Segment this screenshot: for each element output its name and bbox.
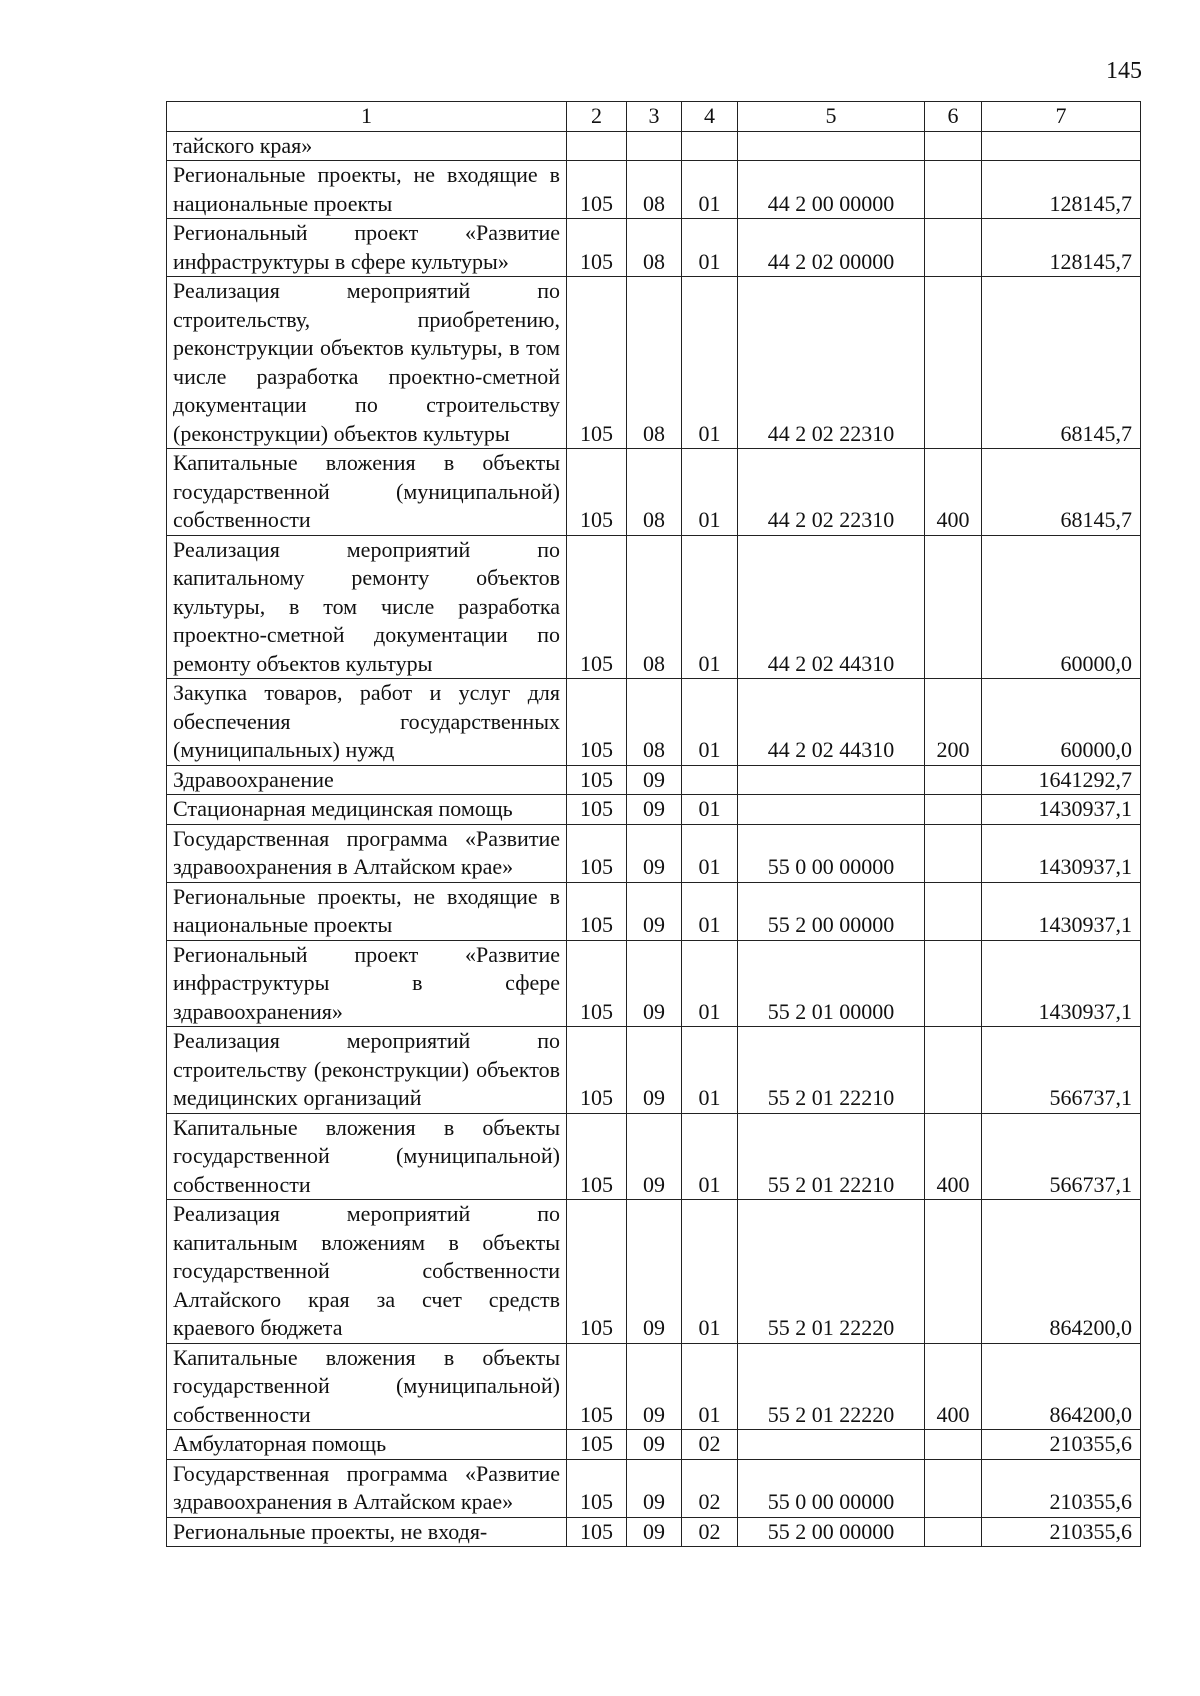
row-expense-type: 400 (925, 449, 982, 536)
row-amount: 210355,6 (982, 1430, 1141, 1460)
row-ministry-code: 105 (567, 940, 627, 1027)
row-description: Закупка товаров, работ и услуг для обеспечения государственных (муниципальных) нужд (167, 679, 567, 766)
row-expense-type (925, 1459, 982, 1517)
row-section-code: 09 (627, 765, 682, 795)
row-target-article: 44 2 02 22310 (738, 277, 925, 449)
table-row (167, 449, 1141, 536)
row-amount: 68145,7 (982, 449, 1141, 536)
row-target-article: 55 2 01 00000 (738, 940, 925, 1027)
row-amount: 864200,0 (982, 1343, 1141, 1430)
row-target-article: 55 2 01 22220 (738, 1200, 925, 1344)
table-row (167, 131, 1141, 161)
row-target-article: 44 2 02 22310 (738, 449, 925, 536)
row-subsection-code: 01 (682, 161, 738, 219)
row-ministry-code: 105 (567, 161, 627, 219)
row-target-article (738, 795, 925, 825)
row-description: Капитальные вложения в объекты государственной (муниципальной) собственности (167, 449, 567, 536)
table-row (167, 882, 1141, 940)
row-subsection-code: 01 (682, 1343, 738, 1430)
table-row (167, 277, 1141, 449)
table-header-row (167, 102, 1141, 132)
table-row (167, 161, 1141, 219)
row-section-code: 08 (627, 449, 682, 536)
row-description: Капитальные вложения в объекты государственной (муниципальной) собственности (167, 1113, 567, 1200)
row-ministry-code: 105 (567, 277, 627, 449)
row-ministry-code: 105 (567, 1517, 627, 1547)
row-description: Здравоохранение (167, 765, 567, 795)
row-description: тайского края» (167, 131, 567, 161)
row-expense-type (925, 131, 982, 161)
row-section-code: 09 (627, 824, 682, 882)
table-row (167, 1430, 1141, 1460)
row-description: Региональные проекты, не входящие в национальные проекты (167, 161, 567, 219)
row-amount: 128145,7 (982, 219, 1141, 277)
row-section-code: 08 (627, 679, 682, 766)
table-row (167, 1459, 1141, 1517)
row-amount: 864200,0 (982, 1200, 1141, 1344)
row-description: Государственная программа «Развитие здравоохранения в Алтайском крае» (167, 824, 567, 882)
row-target-article: 55 0 00 00000 (738, 824, 925, 882)
column-header: 1 (167, 102, 567, 132)
page-number: 145 (1106, 58, 1142, 84)
row-description: Региональные проекты, не входящие в национальные проекты (167, 882, 567, 940)
row-amount: 1430937,1 (982, 824, 1141, 882)
row-target-article: 55 2 01 22210 (738, 1113, 925, 1200)
row-subsection-code: 01 (682, 795, 738, 825)
table-row (167, 940, 1141, 1027)
row-expense-type (925, 824, 982, 882)
row-subsection-code (682, 131, 738, 161)
row-ministry-code: 105 (567, 882, 627, 940)
table-row (167, 795, 1141, 825)
row-amount: 1430937,1 (982, 882, 1141, 940)
row-ministry-code: 105 (567, 824, 627, 882)
row-expense-type: 400 (925, 1343, 982, 1430)
row-ministry-code: 105 (567, 535, 627, 679)
column-header: 3 (627, 102, 682, 132)
row-expense-type: 400 (925, 1113, 982, 1200)
row-section-code: 09 (627, 1343, 682, 1430)
row-ministry-code: 105 (567, 1430, 627, 1460)
row-target-article: 44 2 02 00000 (738, 219, 925, 277)
row-target-article: 44 2 02 44310 (738, 679, 925, 766)
row-expense-type (925, 1430, 982, 1460)
row-subsection-code: 01 (682, 277, 738, 449)
row-amount: 210355,6 (982, 1517, 1141, 1547)
row-section-code: 08 (627, 161, 682, 219)
row-amount: 60000,0 (982, 679, 1141, 766)
row-section-code: 09 (627, 1517, 682, 1547)
row-section-code: 09 (627, 795, 682, 825)
table-row (167, 219, 1141, 277)
row-expense-type (925, 1200, 982, 1344)
row-expense-type (925, 1517, 982, 1547)
row-amount: 566737,1 (982, 1113, 1141, 1200)
row-description: Амбулаторная помощь (167, 1430, 567, 1460)
table-row (167, 679, 1141, 766)
row-section-code: 09 (627, 882, 682, 940)
row-target-article (738, 765, 925, 795)
row-expense-type (925, 940, 982, 1027)
table-row (167, 824, 1141, 882)
row-ministry-code: 105 (567, 679, 627, 766)
table-row (167, 765, 1141, 795)
row-section-code: 09 (627, 1200, 682, 1344)
row-target-article (738, 131, 925, 161)
row-subsection-code: 02 (682, 1430, 738, 1460)
row-target-article: 55 2 01 22210 (738, 1027, 925, 1114)
table-row (167, 1113, 1141, 1200)
row-expense-type (925, 1027, 982, 1114)
row-amount: 68145,7 (982, 277, 1141, 449)
row-amount: 1430937,1 (982, 940, 1141, 1027)
table-row (167, 1027, 1141, 1114)
row-description: Реализация мероприятий по капитальным вложениям в объекты государственной собственности Алтайского края за счет средств краевого бюджета (167, 1200, 567, 1344)
table-row (167, 1200, 1141, 1344)
row-subsection-code: 01 (682, 882, 738, 940)
row-subsection-code: 02 (682, 1517, 738, 1547)
column-header: 7 (982, 102, 1141, 132)
table-row (167, 1517, 1141, 1547)
row-ministry-code (567, 131, 627, 161)
row-section-code: 09 (627, 1459, 682, 1517)
table-body (167, 131, 1141, 1547)
row-target-article: 55 2 00 00000 (738, 882, 925, 940)
row-ministry-code: 105 (567, 765, 627, 795)
row-ministry-code: 105 (567, 795, 627, 825)
row-amount (982, 131, 1141, 161)
column-header: 2 (567, 102, 627, 132)
row-expense-type: 200 (925, 679, 982, 766)
row-expense-type (925, 795, 982, 825)
row-expense-type (925, 535, 982, 679)
row-description: Региональные проекты, не входя- (167, 1517, 567, 1547)
row-ministry-code: 105 (567, 449, 627, 536)
row-amount: 1641292,7 (982, 765, 1141, 795)
row-amount: 210355,6 (982, 1459, 1141, 1517)
row-description: Капитальные вложения в объекты государственной (муниципальной) собственности (167, 1343, 567, 1430)
row-section-code: 09 (627, 1430, 682, 1460)
row-ministry-code: 105 (567, 1027, 627, 1114)
column-header: 4 (682, 102, 738, 132)
row-description: Государственная программа «Развитие здравоохранения в Алтайском крае» (167, 1459, 567, 1517)
row-target-article: 44 2 02 44310 (738, 535, 925, 679)
column-header: 6 (925, 102, 982, 132)
row-section-code: 09 (627, 1113, 682, 1200)
row-target-article: 44 2 00 00000 (738, 161, 925, 219)
row-subsection-code: 01 (682, 940, 738, 1027)
row-description: Региональный проект «Развитие инфраструктуры в сфере здравоохранения» (167, 940, 567, 1027)
row-ministry-code: 105 (567, 219, 627, 277)
row-target-article (738, 1430, 925, 1460)
row-amount: 128145,7 (982, 161, 1141, 219)
row-section-code: 08 (627, 277, 682, 449)
row-subsection-code (682, 765, 738, 795)
budget-table (166, 101, 1141, 1547)
row-expense-type (925, 219, 982, 277)
row-subsection-code: 01 (682, 824, 738, 882)
row-subsection-code: 01 (682, 1027, 738, 1114)
row-subsection-code: 01 (682, 535, 738, 679)
row-target-article: 55 0 00 00000 (738, 1459, 925, 1517)
row-section-code (627, 131, 682, 161)
row-amount: 566737,1 (982, 1027, 1141, 1114)
row-description: Региональный проект «Развитие инфраструктуры в сфере культуры» (167, 219, 567, 277)
row-subsection-code: 01 (682, 1113, 738, 1200)
row-ministry-code: 105 (567, 1113, 627, 1200)
row-subsection-code: 01 (682, 679, 738, 766)
row-section-code: 09 (627, 940, 682, 1027)
table-row (167, 535, 1141, 679)
row-ministry-code: 105 (567, 1343, 627, 1430)
row-subsection-code: 01 (682, 219, 738, 277)
row-ministry-code: 105 (567, 1459, 627, 1517)
row-expense-type (925, 882, 982, 940)
row-amount: 1430937,1 (982, 795, 1141, 825)
table-row (167, 1343, 1141, 1430)
row-description: Реализация мероприятий по капитальному ремонту объектов культуры, в том числе разработка проектно-сметной документации по ремонту объектов культуры (167, 535, 567, 679)
row-amount: 60000,0 (982, 535, 1141, 679)
row-description: Реализация мероприятий по строительству, приобретению, реконструкции объектов культуры, в том числе разработка проектно-сметной документации по строительству (реконструкции) объектов культуры (167, 277, 567, 449)
row-target-article: 55 2 01 22220 (738, 1343, 925, 1430)
row-ministry-code: 105 (567, 1200, 627, 1344)
row-target-article: 55 2 00 00000 (738, 1517, 925, 1547)
row-section-code: 09 (627, 1027, 682, 1114)
row-description: Стационарная медицинская помощь (167, 795, 567, 825)
row-expense-type (925, 277, 982, 449)
row-subsection-code: 02 (682, 1459, 738, 1517)
row-section-code: 08 (627, 535, 682, 679)
row-description: Реализация мероприятий по строительству (реконструкции) объектов медицинских организаций (167, 1027, 567, 1114)
row-subsection-code: 01 (682, 1200, 738, 1344)
column-header: 5 (738, 102, 925, 132)
row-expense-type (925, 765, 982, 795)
row-expense-type (925, 161, 982, 219)
row-section-code: 08 (627, 219, 682, 277)
row-subsection-code: 01 (682, 449, 738, 536)
